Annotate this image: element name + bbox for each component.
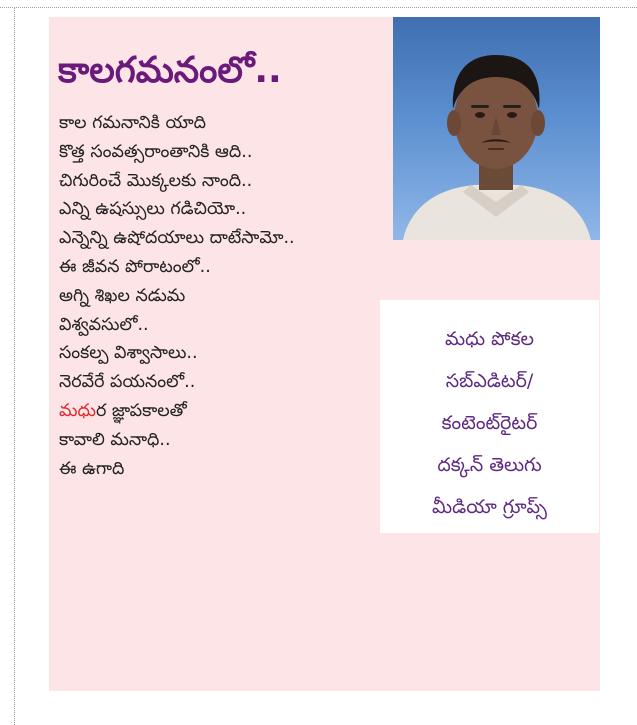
left-dotted-border [14, 8, 15, 725]
highlighted-word: మధు [59, 400, 96, 421]
author-box [380, 300, 599, 533]
highlighted-line-rest: ర జ్ఞాపకాలతో [95, 400, 187, 421]
author-role: సబ్ఎడిటర్/ [445, 370, 534, 392]
top-dotted-border [0, 7, 637, 8]
author-organization: దక్కన్ తెలుగు [437, 454, 542, 476]
poem-line: చిగురించే మొక్కలకు నాంది.. [59, 170, 253, 191]
poem-line: ఎన్నెన్ని ఉషోదయాలు దాటేసామో.. [59, 228, 295, 249]
poem-line: సంకల్ప విశ్వాసాలు.. [59, 343, 198, 364]
poem-line: కాల గమనానికి యాది [59, 113, 206, 133]
poem-line: కావాలి మనాధి.. [59, 429, 171, 450]
author-role: కంటెంట్‌రైటర్ [441, 412, 538, 434]
poem-line: విశ్వవసులో.. [59, 314, 149, 335]
poem-line: ఈ జీవన పోరాటంలో.. [59, 256, 211, 277]
author-name: మధు పోకల [445, 328, 534, 350]
author-details [380, 318, 599, 528]
poem-line: ఈ ఉగాది [59, 458, 125, 479]
poem-line: అగ్ని శిఖల నడుమ [59, 285, 186, 306]
poem-line: నెరవేరే పయనంలో.. [59, 372, 196, 393]
poem-body [59, 109, 399, 483]
author-organization: మీడియా గ్రూప్స్ [432, 496, 547, 518]
poem-line-highlighted [59, 397, 399, 426]
author-photo [393, 17, 600, 240]
poem-line: కొత్త సంవత్సరాంతానికి ఆది.. [59, 141, 253, 162]
poem-title: కాలగమనంలో.. [58, 50, 282, 91]
poem-line: ఎన్ని ఉషస్సులు గడిచియో.. [59, 199, 247, 220]
author-portrait-icon [393, 17, 600, 240]
